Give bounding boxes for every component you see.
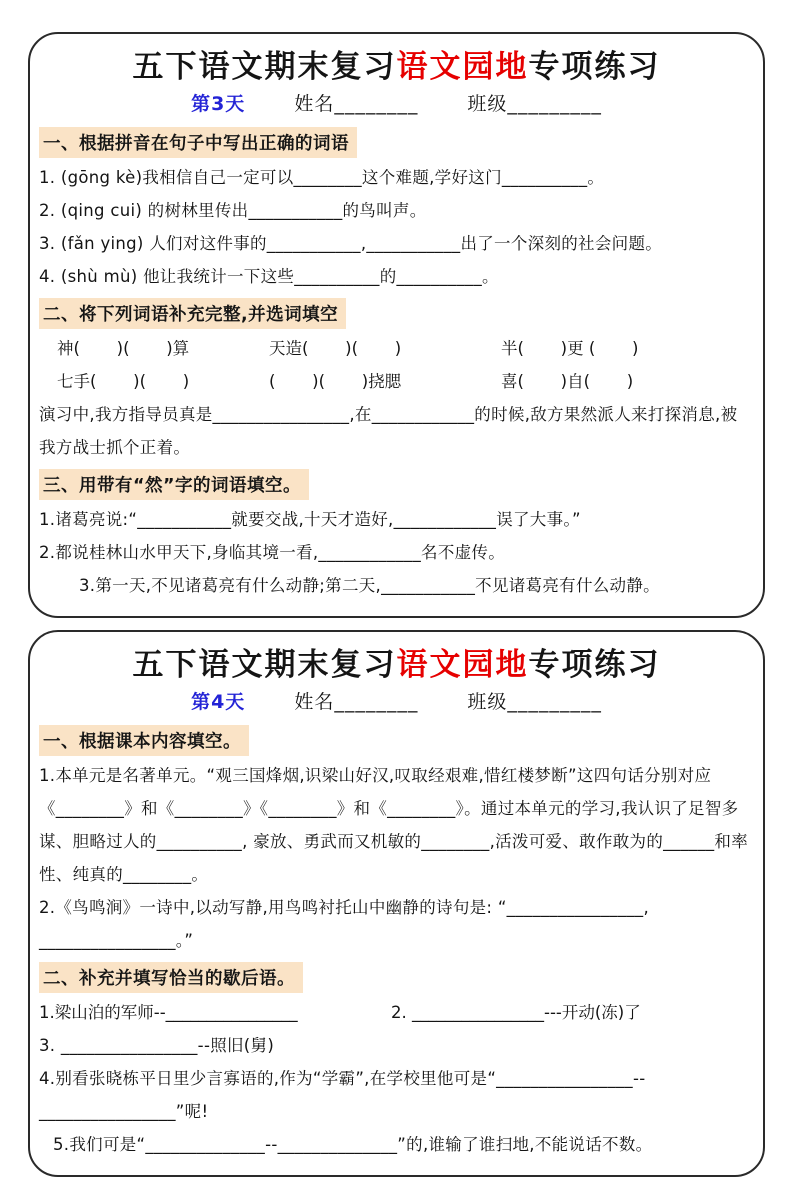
question-line: 1.梁山泊的军师--________________	[39, 1002, 298, 1022]
idiom-cell: 神( )( )算	[57, 338, 190, 358]
question-line: 3. (fǎn ying) 人们对这件事的___________,___________出了一个深刻的社会问题。	[39, 233, 663, 253]
section-heading-idioms: 二、将下列词语补充完整,并选词填空	[39, 298, 346, 329]
page-title	[39, 48, 754, 87]
idiom-cell: ( )( )挠腮	[269, 371, 402, 391]
section-heading-pinyin: 一、根据拼音在句子中写出正确的词语	[39, 127, 357, 158]
section-heading-textbook: 一、根据课本内容填空。	[39, 725, 249, 756]
question-line: 3.第一天,不见诸葛亮有什么动静;第二天,___________不见诸葛亮有什么动静。	[79, 575, 660, 595]
title-pre: 五下语文期末复习	[132, 646, 397, 683]
question-line: 5.我们可是“______________--______________”的,谁输了谁扫地,不能说话不数。	[53, 1134, 653, 1154]
idiom-row	[57, 365, 754, 398]
question-line: 2. (qing cui) 的树林里传出___________的鸟叫声。	[39, 200, 427, 220]
section-heading-ran-words: 三、用带有“然”字的词语填空。	[39, 469, 309, 500]
question-line: 3. ________________--照旧(舅)	[39, 1035, 275, 1055]
question-line: 1.诸葛亮说:“___________就要交战,十天才造好,____________误了大事。”	[39, 509, 581, 529]
question-line: 4. (shù mù) 他让我统计一下这些__________的__________。	[39, 266, 499, 286]
title-post: 专项练习	[528, 646, 661, 683]
class-field: 班级_________	[467, 92, 602, 115]
worksheet-card-day4	[28, 630, 765, 1177]
idiom-row	[57, 332, 754, 365]
name-field: 姓名________	[294, 690, 419, 713]
idiom-cell: 天造( )( )	[269, 338, 402, 358]
worksheet-card-day3	[28, 32, 765, 618]
idiom-fill-paragraph: 演习中,我方指导员真是________________,在____________的时候,敌方果然派人来打探消息,被我方战士抓个正着。	[39, 404, 738, 457]
page-title	[39, 646, 754, 685]
question-line: 2.都说桂林山水甲天下,身临其境一看,____________名不虚传。	[39, 542, 506, 562]
question-line: 2.《鸟鸣涧》一诗中,以动写静,用鸟鸣衬托山中幽静的诗句是: “________________, ________________。”	[39, 897, 655, 950]
idiom-cell: 七手( )( )	[57, 371, 190, 391]
question-line: 1.本单元是名著单元。“观三国烽烟,识梁山好汉,叹取经艰难,惜红楼梦断”这四句话分别对应《________》和《________》《________》和《________》。通过本单元的学习,我认识了足智多谋、胆略过人的__________, 豪放、勇武而又机敏的________,活泼可爱、敢作敢为的______和率性、纯真的________。	[39, 765, 749, 884]
day-label: 第3天	[191, 92, 246, 115]
title-post: 专项练习	[528, 49, 661, 85]
question-line: 2. ________________---开动(冻)了	[391, 1002, 641, 1022]
question-line: 1. (gōng kè)我相信自己一定可以________这个难题,学好这门__________。	[39, 167, 605, 187]
section-heading-xiehouyu: 二、补充并填写恰当的歇后语。	[39, 962, 303, 993]
question-line: 4.别看张晓栋平日里少言寡语的,作为“学霸”,在学校里他可是“________________--________________”呢!	[39, 1068, 646, 1121]
header-fields	[39, 89, 754, 116]
title-pre: 五下语文期末复习	[132, 49, 397, 85]
title-highlight: 语文园地	[396, 646, 529, 683]
xiehouyu-pair-row	[39, 996, 754, 1029]
day-label: 第4天	[191, 690, 246, 713]
title-highlight: 语文园地	[396, 49, 529, 85]
header-fields	[39, 687, 754, 714]
idiom-cell: 喜( )自( )	[501, 371, 634, 391]
class-field: 班级_________	[467, 690, 602, 713]
name-field: 姓名________	[294, 92, 419, 115]
idiom-cell: 半( )更 ( )	[501, 338, 639, 358]
